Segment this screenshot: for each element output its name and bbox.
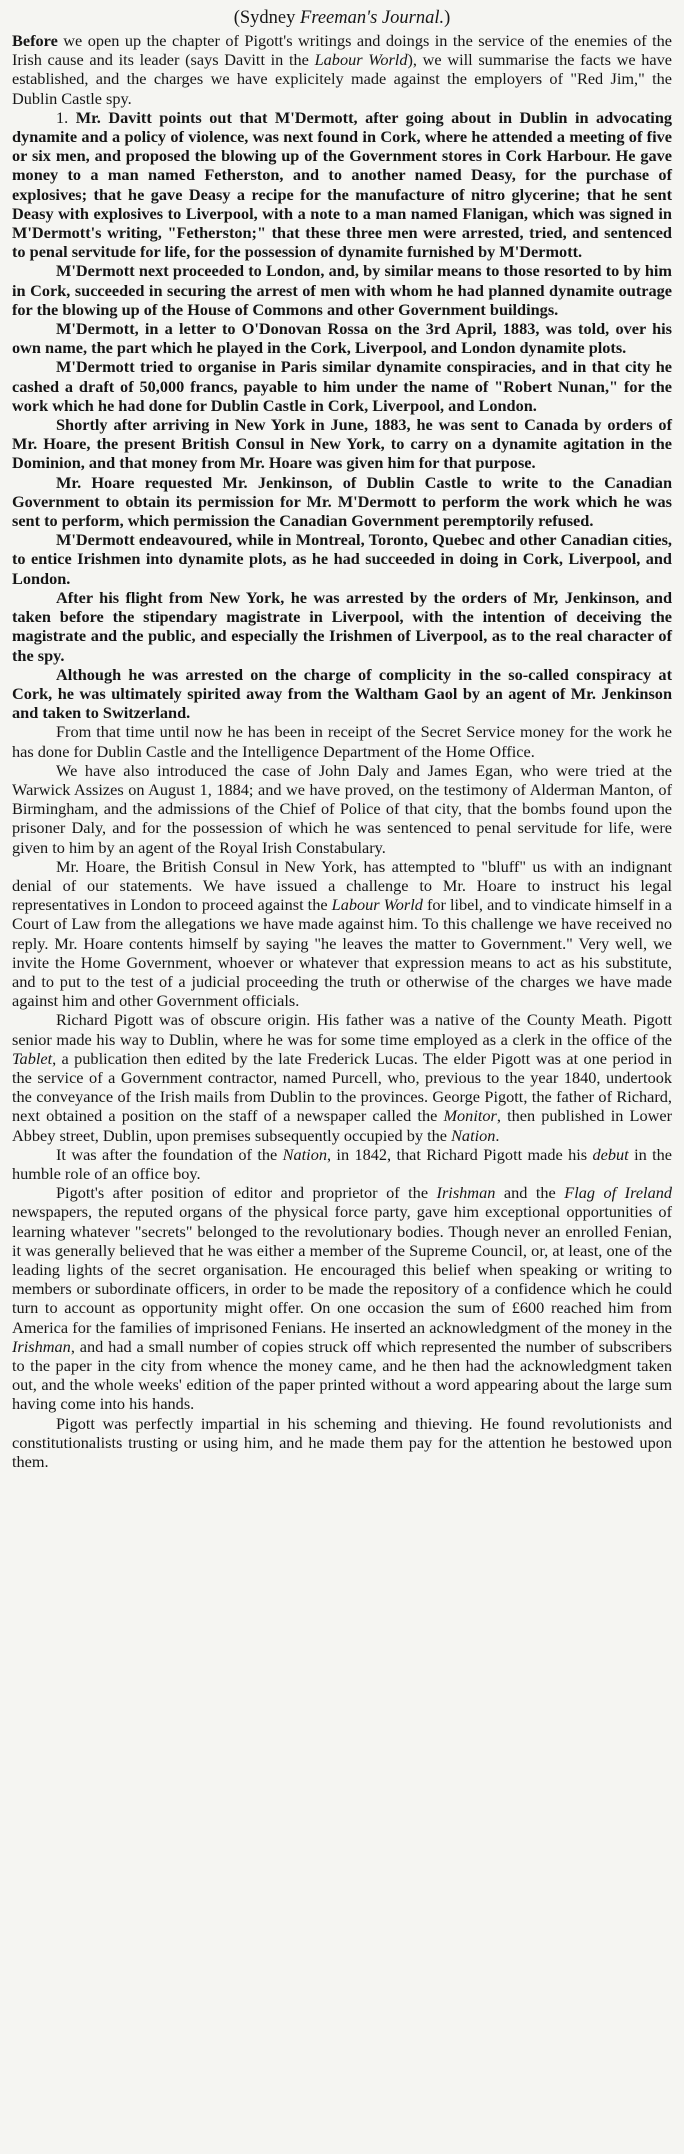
article-paragraph-2: 1. Mr. Davitt points out that M'Dermott, after going about in Dublin in advocating dynamite and a policy of violence, was next found in Cork, where he attended a meeting of five or six men, and proposed the blowing up of the Government stores in Cork Harbour. He gave money to a man named Fetherston, and to another named Deasy, for the purchase of explosives; that he gave Deasy a recipe for the manufacture of nitro glycerine; that he sent Deasy with explosives to Liverpool, with a note to a man named Flanigan, which was signed in M'Dermott's writing, "Fetherston;" that these three men were arrested, tried, and sentenced to penal servitude for life, for the possession of dynamite furnished by M'Dermott. <box>12 107 673 262</box>
article-paragraph-4: M'Dermott, in a letter to O'Donovan Rossa on the 3rd April, 1883, was told, over his own name, the part which he played in the Cork, Liverpool, and London dynamite plots. <box>12 319 672 358</box>
source-heading-open: (Sydney <box>233 8 301 28</box>
source-publication-name: Freeman's Journal. <box>300 8 445 28</box>
article-paragraph-1: Before we open up the chapter of Pigott's writings and doings in the service of the enemies of the Irish cause and its leader (says Davitt in the Labour World), we will summarise the facts we have established, and the charges we have explicitely made against the employers of "Red Jim," the Dublin Castle spy. <box>12 31 673 108</box>
article-paragraph-12: We have also introduced the case of John Daly and James Egan, who were tried at the Warwick Assizes on August 1, 1884; and we have proved, on the testimony of Alderman Manton, of Birmingham, and the admissions of the Chief of Police of that city, that the bombs found upon the prisoner Daly, and for the possession of which he was sentenced to penal servitude for life, were given to him by an agent of the Royal Irish Constabulary. <box>12 760 672 857</box>
article-paragraph-14: Richard Pigott was of obscure origin. His father was a native of the County Meath. Pigott senior made his way to Dublin, where he was for some time employed as a clerk in the office of the Tablet, a publication then edited by the late Frederick Lucas. The elder Pigott was at one period in the service of a Government contractor, named Purcell, who, previous to the year 1840, undertook the conveyance of the Irish mails from Dublin to the provinces. George Pigott, the father of Richard, next obtained a position on the staff of a newspaper called the Monitor, then published in Lower Abbey street, Dublin, upon premises subsequently occupied by the Nation. <box>12 1010 672 1145</box>
article-paragraph-11: From that time until now he has been in receipt of the Secret Service money for the work he has done for Dublin Castle and the Intelligence Department of the Home Office. <box>12 722 672 761</box>
source-heading <box>12 6 672 30</box>
article-paragraph-9: After his flight from New York, he was arrested by the orders of Mr, Jenkinson, and taken before the stipendary magistrate in Liverpool, with the intention of deceiving the magistrate and the public, and especially the Irishmen of Liverpool, as to the real character of the spy. <box>12 587 672 665</box>
source-heading-close: ) <box>444 8 451 28</box>
article-paragraph-13: Mr. Hoare, the British Consul in New York, has attempted to "bluff" us with an indignant denial of our statements. We have issued a challenge to Mr. Hoare to instruct his legal representatives in London to proceed against the Labour World for libel, and to vindicate himself in a Court of Law from the allegations we have made against him. To this challenge we have received no reply. Mr. Hoare contents himself by saying "he leaves the matter to Government." Very well, we invite the Home Government, whoever or whatever that expression means to act as his substitute, and to put to the test of a judicial proceeding the truth or otherwise of the charges we have made against him and other Government officials. <box>12 856 672 1011</box>
article-paragraph-16: Pigott's after position of editor and proprietor of the Irishman and the Flag of Ireland newspapers, the reputed organs of the physical force party, gave him exceptional opportunities of learning whatever "secrets" belonged to the revolutionary bodies. Though never an enrolled Fenian, it was generally believed that he was either a member of the Supreme Council, or, at least, one of the leading lights of the secret organisation. He encouraged this belief when speaking or writing to members or subordinate officers, in order to be made the repository of a confidence which he could turn to account as opportunity might offer. On one occasion the sum of £600 reached him from America for the families of imprisoned Fenians. He inserted an acknowledgment of the money in the Irishman, and had a small number of copies struck off which represented the number of subscribers to the paper in the city from whence the money came, and he then had the acknowledgment taken out, and the whole weeks' edition of the paper printed without a word appearing about the large sum having come into his hands. <box>12 1183 673 1414</box>
article-paragraph-6: Shortly after arriving in New York in June, 1883, he was sent to Canada by orders of Mr. Hoare, the present British Consul in New York, to carry on a dynamite agitation in the Dominion, and that money from Mr. Hoare was given him for that purpose. <box>12 415 672 473</box>
article-paragraph-3: M'Dermott next proceeded to London, and, by similar means to those resorted to by him in Cork, succeeded in securing the arrest of men with whom he had planned dynamite outrage for the blowing up of the House of Commons and other Government buildings. <box>12 261 672 319</box>
article-paragraph-7: Mr. Hoare requested Mr. Jenkinson, of Dublin Castle to write to the Canadian Government to obtain its permission for Mr. M'Dermott to perform the work which he was sent to perform, which permission the Canadian Government peremptorily refused. <box>12 472 672 531</box>
article-paragraph-17: Pigott was perfectly impartial in his scheming and thieving. He found revolutionists and constitutionalists trusting or using him, and he made them pay for the attention he bestowed upon them. <box>12 1413 672 1472</box>
article-paragraph-15: It was after the foundation of the Nation, in 1842, that Richard Pigott made his debut in the humble role of an office boy. <box>12 1144 673 1183</box>
article-paragraph-5: M'Dermott tried to organise in Paris similar dynamite conspiracies, and in that city he cashed a draft of 50,000 francs, payable to him under the name of "Robert Nunan," for the work which he had done for Dublin Castle in Cork, Liverpool, and London. <box>12 357 672 415</box>
article-body <box>12 31 672 1471</box>
article-paragraph-10: Although he was arrested on the charge of complicity in the so-called conspiracy at Cork, he was ultimately spirited away from the Waltham Gaol by an agent of Mr. Jenkinson and taken to Switzerland. <box>12 664 672 723</box>
article-paragraph-8: M'Dermott endeavoured, while in Montreal, Toronto, Quebec and other Canadian cities, to entice Irishmen into dynamite plots, as he had succeeded in doing in Cork, Liverpool, and London. <box>12 530 672 588</box>
